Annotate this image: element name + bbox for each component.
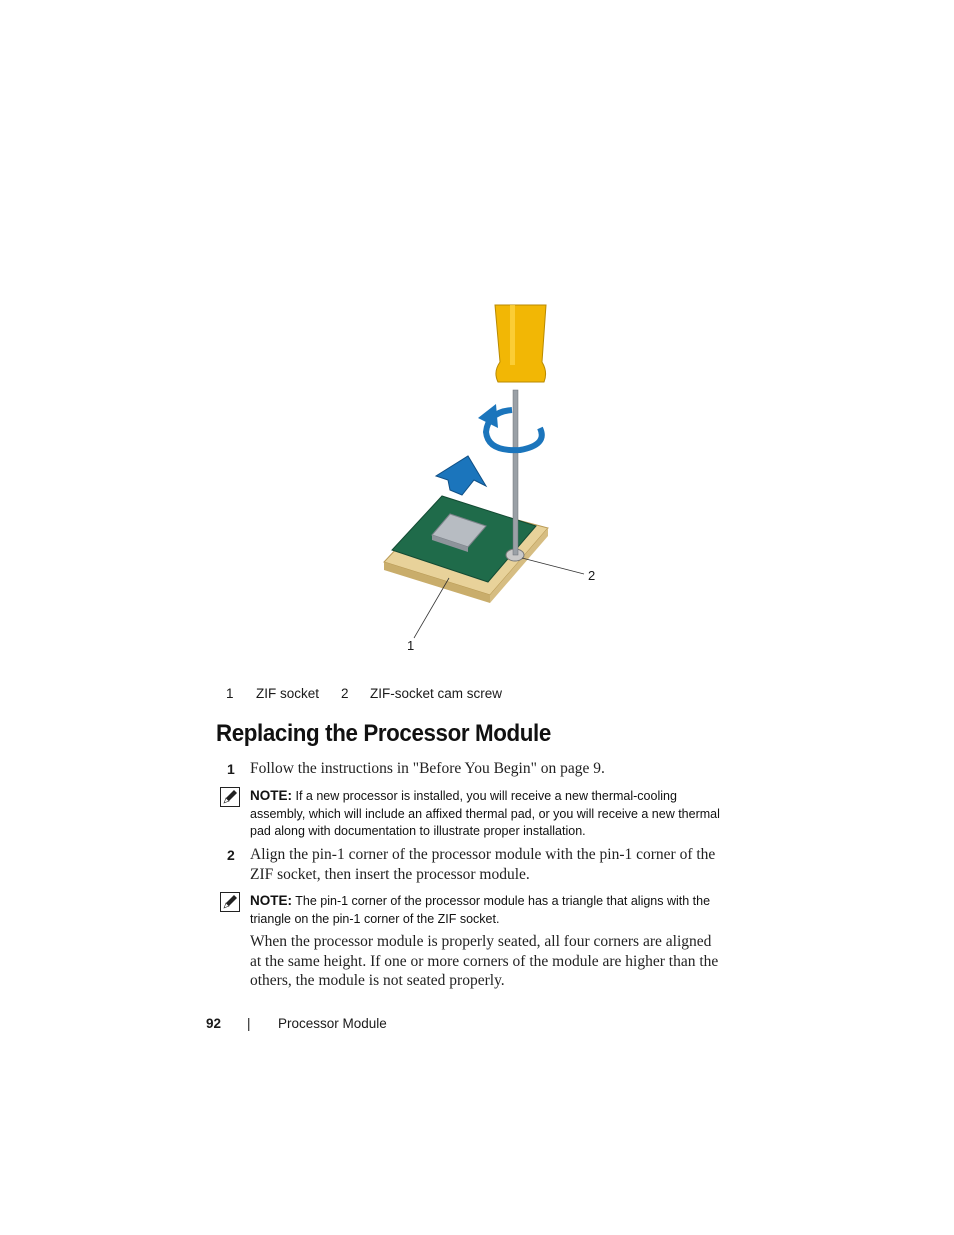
lift-arrow-shape: [436, 456, 486, 495]
step-text-1: Follow the instructions in "Before You Begin" on page 9.: [250, 760, 605, 777]
step-number-2: 2: [227, 847, 235, 863]
screwdriver-handle-shape: [495, 305, 546, 382]
callout-1: 1: [407, 638, 415, 653]
footer-separator: |: [247, 1016, 251, 1031]
section-title: Replacing the Processor Module: [216, 720, 551, 747]
callout-2: 2: [588, 568, 596, 583]
note-1-text: If a new processor is installed, you will receive a new thermal-cooling assembly, which will include an affixed thermal pad, or you will receive a new thermal pad along with documentation to illustrate proper installation.: [250, 789, 720, 838]
legend-label-2: ZIF-socket cam screw: [370, 686, 503, 701]
note-1: [250, 787, 720, 841]
note-2-label: NOTE:: [250, 893, 292, 908]
note-2: [250, 892, 720, 928]
note-1-label: NOTE:: [250, 788, 292, 803]
processor-module-illustration: [370, 300, 610, 660]
step-text-2: Align the pin-1 corner of the processor module with the pin-1 corner of the ZIF socket, then insert the processor module.: [250, 846, 716, 883]
note-pencil-icon: [220, 787, 240, 807]
page-number: 92: [206, 1016, 222, 1031]
note-pencil-icon: [220, 892, 240, 912]
footer-chapter: Processor Module: [278, 1016, 387, 1031]
seating-paragraph: When the processor module is properly seated, all four corners are aligned at the same height. If one or more corners of the module are higher than the others, the module is not seated properly.: [250, 933, 719, 989]
note-2-text: The pin-1 corner of the processor module has a triangle that aligns with the triangle on the pin-1 corner of the ZIF socket.: [250, 894, 711, 926]
legend-num-1: 1: [226, 686, 234, 701]
legend-label-1: ZIF socket: [256, 686, 320, 701]
screwdriver-and-socket-graphic: [370, 300, 610, 660]
step-number-1: 1: [227, 761, 235, 777]
legend-num-2: 2: [341, 686, 349, 701]
